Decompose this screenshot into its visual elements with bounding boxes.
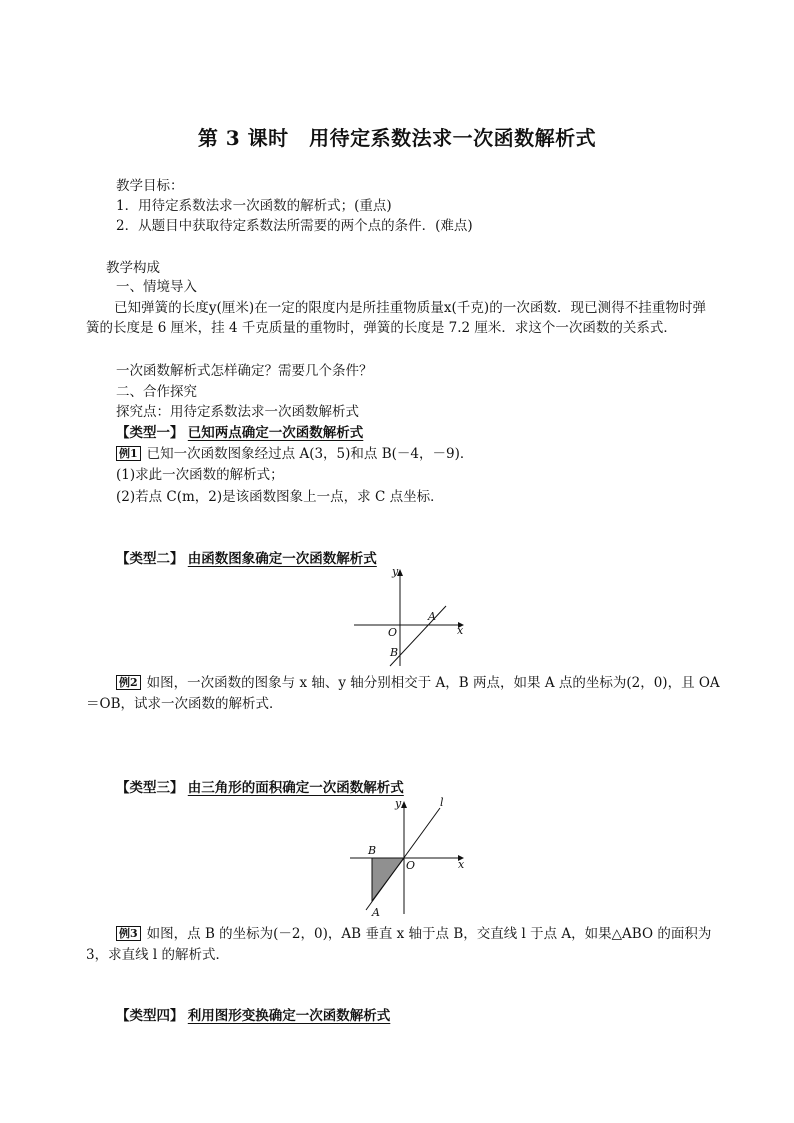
example2-line2: ＝OB，试求一次函数的解析式． (86, 696, 283, 712)
type2-header (116, 549, 377, 569)
figure-example3 (348, 796, 473, 921)
example1-text: 已知一次函数图象经过点 A(3，5)和点 B(－4，－9)． (146, 446, 474, 462)
fig3-a-label: A (372, 906, 380, 919)
fig2-y-label: y (392, 565, 399, 578)
example1-q2: (2)若点 C(m，2)是该函数图象上一点，求 C 点坐标． (116, 489, 444, 505)
example1-badge: 例1 (116, 446, 141, 461)
fig3-x-label: x (458, 858, 465, 871)
example2-text1: 如图，一次函数的图象与 x 轴、y 轴分别相交于 A，B 两点，如果 A 点的坐标为(2，0)，且 OA (146, 675, 720, 691)
type4-name: 利用图形变换确定一次函数解析式 (187, 1008, 391, 1024)
type4-label: 【类型四】 (116, 1008, 184, 1024)
type3-header (116, 778, 404, 798)
type2-name: 由函数图象确定一次函数解析式 (187, 551, 377, 567)
fig2-a-label: A (428, 610, 436, 623)
fig3-b-label: B (368, 844, 377, 857)
type1-label: 【类型一】 (116, 425, 184, 441)
page-title: 第 3 课时 用待定系数法求一次函数解析式 (197, 126, 597, 150)
type3-label: 【类型三】 (116, 780, 184, 796)
goal-item-2: 2．从题目中获取待定系数法所需要的两个点的条件．(难点) (116, 218, 473, 234)
goals-heading: 教学目标： (116, 178, 184, 194)
example3-line1 (116, 924, 711, 944)
example1-q1: (1)求此一次函数的解析式； (116, 467, 284, 483)
fig2-origin-label: O (388, 626, 398, 639)
example3-line2: 3，求直线 l 的解析式． (86, 947, 229, 963)
figure-example2 (350, 566, 470, 666)
section1-question: 一次函数解析式怎样确定？需要几个条件？ (116, 363, 373, 379)
type1-name: 已知两点确定一次函数解析式 (187, 425, 364, 441)
fig2-x-label: x (457, 624, 464, 637)
section1-paragraph: 已知弹簧的长度y(厘米)在一定的限度内是所挂重物质量x(千克)的一次函数．现已测得不挂重物时弹簧的长度是 6 厘米，挂 4 千克质量的重物时，弹簧的长度是 7.2 厘米．求这个一次函数的关系式． (86, 300, 706, 336)
fig2-b-label: B (390, 646, 399, 659)
section2-topic: 探究点：用待定系数法求一次函数解析式 (116, 404, 359, 420)
type2-label: 【类型二】 (116, 551, 184, 567)
example2-line1 (116, 673, 720, 693)
fig3-y-label: y (395, 797, 402, 810)
fig3-origin-label: O (406, 859, 416, 872)
structure-heading: 教学构成 (106, 260, 160, 276)
type1-header (116, 423, 363, 443)
type3-name: 由三角形的面积确定一次函数解析式 (187, 780, 404, 796)
example3-badge: 例3 (116, 926, 141, 941)
example2-badge: 例2 (116, 675, 141, 690)
goal-item-1: 1．用待定系数法求一次函数的解析式；(重点) (116, 198, 392, 214)
fig3-l-label: l (440, 796, 444, 809)
type4-header (116, 1006, 390, 1026)
section2-heading: 二、合作探究 (116, 384, 197, 400)
example3-text1: 如图，点 B 的坐标为(－2，0)，AB 垂直 x 轴于点 B，交直线 l 于点 A，如果△ABO 的面积为 (146, 926, 712, 942)
example1-line (116, 444, 473, 464)
section1-heading: 一、情境导入 (116, 279, 197, 295)
